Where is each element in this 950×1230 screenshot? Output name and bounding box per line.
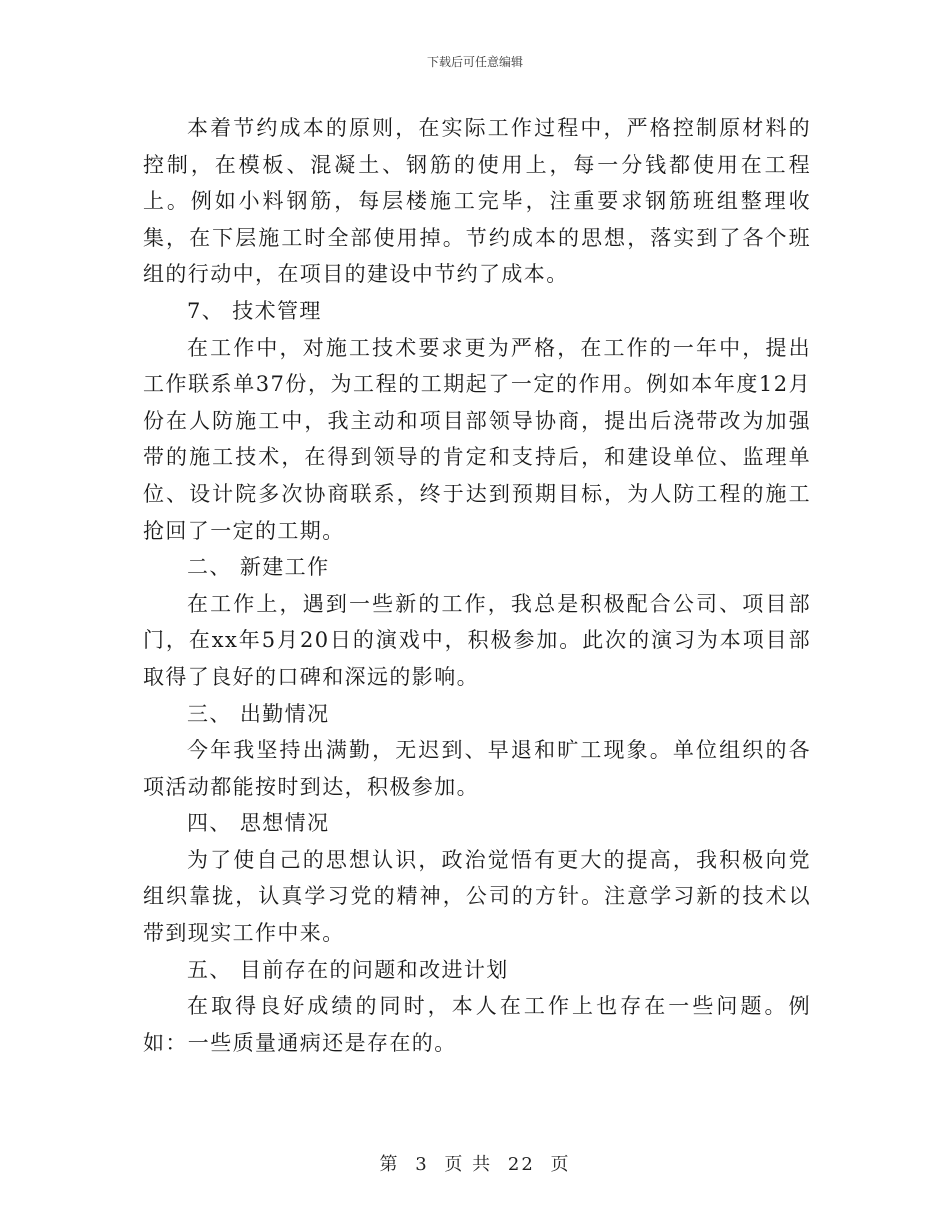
paragraph-tech-management: 在工作中，对施工技术要求更为严格，在工作的一年中，提出工作联系单37份，为工程的工期起了一定的作用。例如本年度12月份在人防施工中，我主动和项目部领导协商，提出后浇带改为加强带的施工技术，在得到领导的肯定和支持后，和建设单位、监理单位、设计院多次协商联系，终于达到预期目标，为人防工程的施工抢回了一定的工期。 <box>143 335 811 543</box>
header-note: 下载后可任意编辑 <box>426 55 523 69</box>
paragraph-issues: 在取得良好成绩的同时，本人在工作上也存在一些问题。例如：一些质量通病还是存在的。 <box>143 994 811 1055</box>
footer-middle: 页 共 <box>444 1154 493 1175</box>
footer-suffix: 页 <box>550 1154 571 1175</box>
total-page-count: 22 <box>507 1154 535 1175</box>
footer-prefix: 第 <box>379 1154 400 1175</box>
document-body <box>143 110 811 1061</box>
paragraph-cost-saving: 本着节约成本的原则，在实际工作过程中，严格控制原材料的控制，在模板、混凝土、钢筋的使用上，每一分钱都使用在工程上。例如小料钢筋，每层楼施工完毕，注重要求钢筋班组整理收集，在下层施工时全部使用掉。节约成本的思想，落实到了各个班组的行动中，在项目的建设中节约了成本。 <box>143 116 811 287</box>
page-number-footer <box>0 1150 950 1176</box>
section-heading-thought: 四、 思想情况 <box>187 811 330 836</box>
section-heading-new-work: 二、 新建工作 <box>187 555 330 580</box>
paragraph-new-work: 在工作上，遇到一些新的工作，我总是积极配合公司、项目部门，在xx年5月20日的演戏中，积极参加。此次的演习为本项目部取得了良好的口碑和深远的影响。 <box>143 591 811 689</box>
paragraph-attendance: 今年我坚持出满勤，无迟到、早退和旷工现象。单位组织的各项活动都能按时到达，积极参加。 <box>143 738 811 799</box>
paragraph-thought: 为了使自己的思想认识，政治觉悟有更大的提高，我积极向党组织靠拢，认真学习党的精神，公司的方针。注意学习新的技术以带到现实工作中来。 <box>143 847 811 946</box>
section-heading-tech-management: 7、 技术管理 <box>187 298 322 323</box>
current-page-number: 3 <box>415 1154 429 1175</box>
section-heading-issues: 五、 目前存在的问题和改进计划 <box>187 957 509 982</box>
section-heading-attendance: 三、 出勤情况 <box>187 701 330 726</box>
